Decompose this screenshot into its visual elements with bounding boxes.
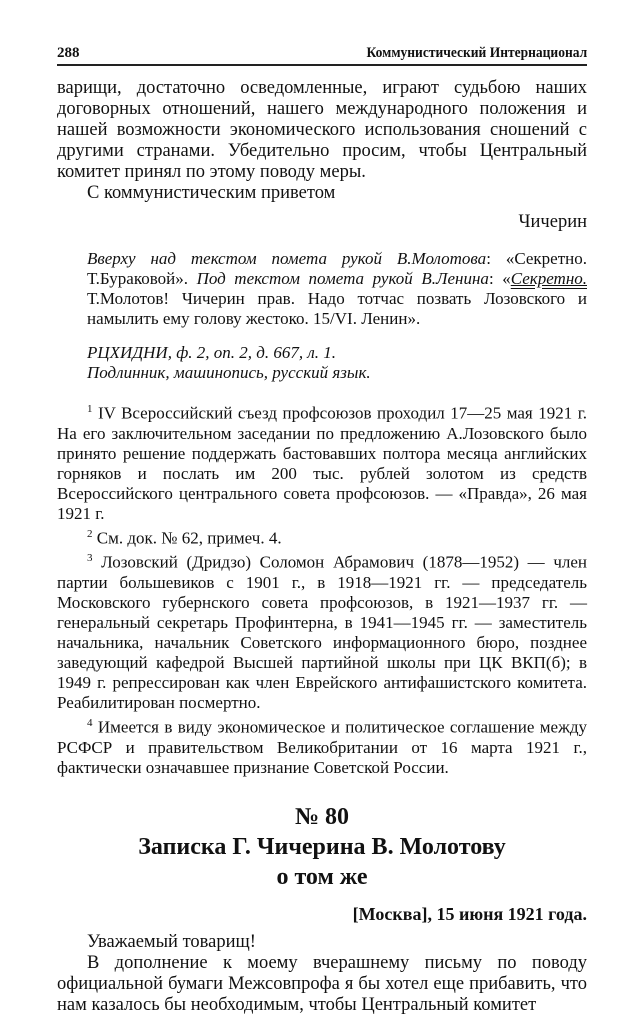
- document-body-text: В дополнение к моему вчерашнему письму по поводу официальной бумаги Межсовпрофа я бы хотел еще прибавить, что нам казалось бы необходимым, чтобы Центральный комитет: [57, 952, 587, 1015]
- letter-signature: Чичерин: [518, 212, 587, 232]
- document-title-line-2: о том же: [276, 863, 368, 890]
- annotation-part1-text: : «Секретно. Т.Бураковой».: [87, 249, 587, 288]
- footnote-number: 3: [87, 552, 93, 565]
- document-date: [Москва], 15 июня 1921 года.: [352, 903, 587, 924]
- document-number: № 80: [294, 803, 350, 830]
- footnote-text: IV Всероссийский съезд профсоюзов проходил 17—25 мая 1921 г. На его заключительном заседании по предложению А.Лозовского было принято решение поддержать бастовавших полтора месяца английских горняков и послать им 200 тыс. рублей золотом из средств Всероссийского центрального совета профсоюзов. — «Правда», 26 мая 1921 г.: [57, 403, 587, 523]
- running-header: [57, 40, 587, 66]
- document-title-line-1: Записка Г. Чичерина В. Молотову: [138, 833, 506, 860]
- footnote: [57, 524, 587, 549]
- book-page: [57, 40, 587, 1016]
- document-greeting: Уважаемый товарищ!: [87, 931, 256, 952]
- letter-continuation-text: варищи, достаточно осведомленные, играют судьбою наших договорных отношений, нашего международного положения и нашей возможности экономического использования сношений с другими странами. Убедительно просим, чтобы Центральный комитет принял по этому поводу меры.: [57, 78, 587, 182]
- page-number: 288: [57, 45, 80, 61]
- annotation-underlined-secret: Секретно.: [510, 269, 587, 288]
- footnote: [57, 399, 587, 524]
- annotation-note: [87, 249, 587, 329]
- footnote: [57, 713, 587, 778]
- footnote-number: 2: [87, 527, 93, 540]
- letter-closing: С коммунистическим приветом: [87, 183, 336, 203]
- running-title: Коммунистический Интернационал: [366, 45, 587, 61]
- annotation-part2-text: Т.Молотов! Чичерин прав. Надо тотчас позвать Лозовского и намылить ему голову жестоко. 15/VI. Ленин».: [87, 289, 587, 328]
- annotation-part2-italic: Под текстом помета рукой В.Ленина: [196, 269, 489, 288]
- footnote: [57, 548, 587, 713]
- footnote-number: 4: [87, 716, 93, 729]
- footnotes: [57, 399, 587, 778]
- annotation-part1-italic: Вверху над текстом помета рукой В.Молотова: [87, 249, 487, 268]
- footnote-text: См. док. № 62, примеч. 4.: [96, 528, 282, 548]
- footnote-text: Имеется в виду экономическое и политическое соглашение между РСФСР и правительством Великобритании от 16 марта 1921 г., фактически означавшее признание Советской России.: [57, 717, 587, 777]
- archive-line-2: Подлинник, машинопись, русский язык.: [87, 363, 371, 382]
- archive-reference: [87, 343, 587, 383]
- archive-line-1: РЦХИДНИ, ф. 2, оп. 2, д. 667, л. 1.: [87, 343, 337, 362]
- footnote-text: Лозовский (Дридзо) Соломон Абрамович (1878—1952) — член партии большевиков с 1901 г., в 1918—1921 гг. — председатель Московского губернского совета профсоюзов, в 1921—1937 гг. — генеральный секретарь Профинтерна, в 1941—1945 гг. — заместитель начальника, начальник Советского информационного бюро, позднее заведующий кафедрой Высшей партийной школы при ЦК ВКП(б); в 1949 г. репрессирован как член Еврейского антифашистского комитета. Реабилитирован посмертно.: [57, 552, 587, 712]
- footnote-number: 1: [87, 403, 93, 415]
- annotation-part2-colon: : «: [488, 269, 511, 288]
